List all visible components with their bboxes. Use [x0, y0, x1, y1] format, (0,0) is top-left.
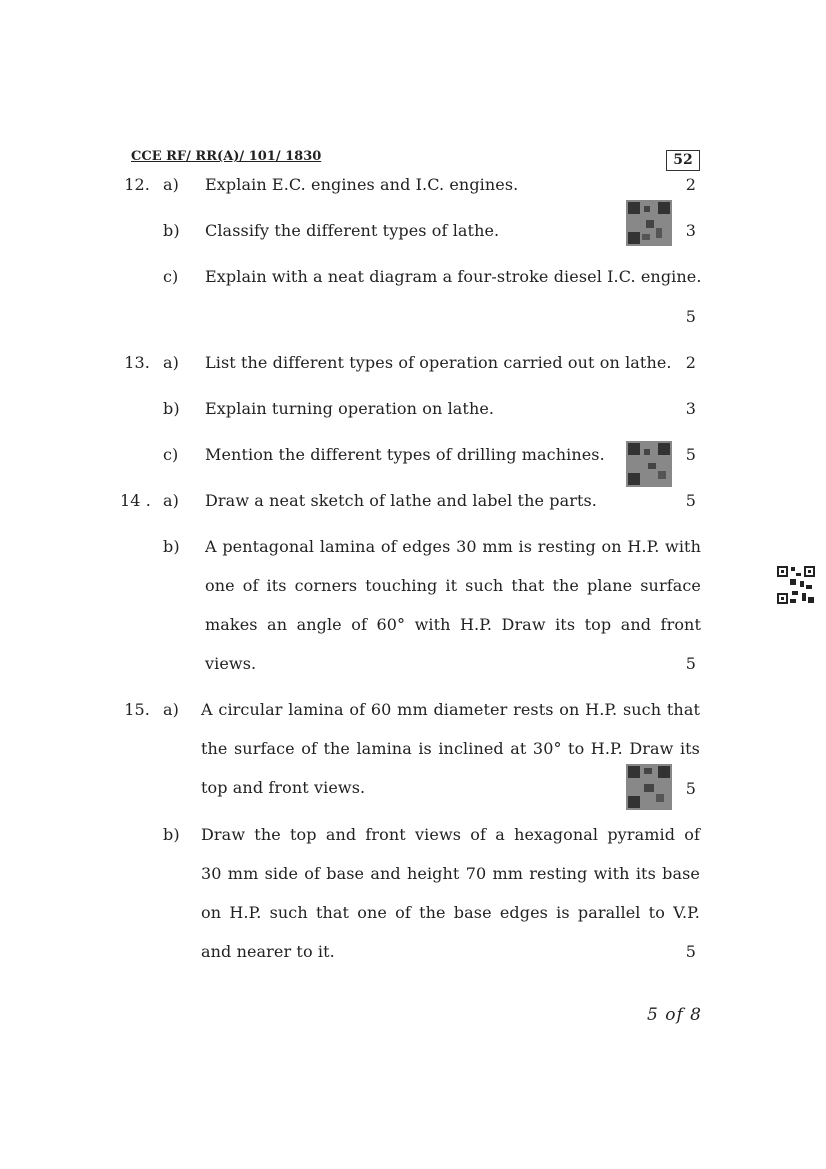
q14-b-line: makes an angle of 60° with H.P. Draw its top and front [205, 615, 701, 634]
q15-b-line: 30 mm side of base and height 70 mm resting with its base [201, 864, 700, 883]
q15-b-marks: 5 [685, 942, 696, 961]
q12-c-label: c) [163, 267, 179, 286]
q15-a-line: A circular lamina of 60 mm diameter rests on H.P. such that [201, 700, 700, 719]
q12-b-text: Classify the different types of lathe. [205, 221, 500, 240]
q14-b-marks: 5 [685, 654, 696, 673]
question-number-12: 12. [124, 175, 150, 194]
qr-code-icon [626, 441, 672, 487]
q13-a-text: List the different types of operation carried out on lathe. [205, 353, 672, 372]
q12-c-text: Explain with a neat diagram a four-stroke diesel I.C. engine. [205, 267, 702, 286]
q14-a-text: Draw a neat sketch of lathe and label the parts. [205, 491, 597, 510]
q13-c-marks: 5 [685, 445, 696, 464]
q14-b-text [205, 537, 701, 693]
q15-b-line: Draw the top and front views of a hexagonal pyramid of [201, 825, 700, 844]
q14-a-label: a) [163, 491, 179, 510]
q15-b-label: b) [163, 825, 180, 844]
question-number-13: 13. [124, 353, 150, 372]
q12-b-label: b) [163, 221, 180, 240]
q14-b-line: views. [205, 654, 257, 673]
q14-b-line: one of its corners touching it such that the plane surface [205, 576, 701, 595]
side-qr-code-icon [776, 565, 816, 605]
q12-b-marks: 3 [685, 221, 696, 240]
q15-a-label: a) [163, 700, 179, 719]
q13-a-label: a) [163, 353, 179, 372]
page-number: 5 of 8 [647, 1005, 702, 1025]
page-box-number: 52 [666, 150, 700, 171]
q14-a-marks: 5 [685, 491, 696, 510]
q13-b-marks: 3 [685, 399, 696, 418]
q13-c-text: Mention the different types of drilling machines. [205, 445, 605, 464]
q15-a-marks: 5 [685, 779, 696, 798]
q15-b-line: on H.P. such that one of the base edges is parallel to V.P. [201, 903, 700, 922]
q14-b-line: A pentagonal lamina of edges 30 mm is resting on H.P. with [205, 537, 701, 556]
q13-a-marks: 2 [685, 353, 696, 372]
paper-code: CCE RF/ RR(A)/ 101/ 1830 [131, 149, 322, 164]
q12-c-marks: 5 [685, 307, 696, 326]
question-number-14: 14 . [120, 491, 151, 510]
q13-b-text: Explain turning operation on lathe. [205, 399, 495, 418]
qr-code-icon [626, 764, 672, 810]
q15-a-line: the surface of the lamina is inclined at 30° to H.P. Draw its [201, 739, 700, 758]
q12-a-text: Explain E.C. engines and I.C. engines. [205, 175, 519, 194]
q14-b-label: b) [163, 537, 180, 556]
q12-a-marks: 2 [685, 175, 696, 194]
q13-c-label: c) [163, 445, 179, 464]
q12-a-label: a) [163, 175, 179, 194]
question-number-15: 15. [124, 700, 150, 719]
q15-b-line: and nearer to it. [201, 942, 335, 961]
q13-b-label: b) [163, 399, 180, 418]
q15-b-text [201, 825, 700, 981]
q15-a-line: top and front views. [201, 778, 366, 797]
qr-code-icon [626, 200, 672, 246]
